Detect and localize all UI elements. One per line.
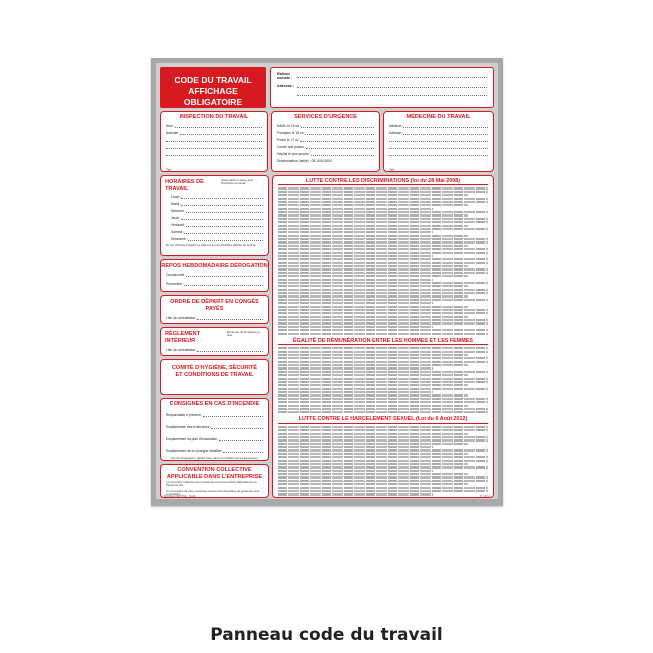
chsct-box <box>160 359 269 395</box>
fine-print-line <box>278 449 488 451</box>
fine-print-line <box>278 211 488 213</box>
labor-code-poster <box>151 58 503 506</box>
repos-title: REPOS HEBDOMADAIRE DÉROGATION <box>161 263 268 269</box>
fine-print-line <box>278 347 488 349</box>
fine-print-line <box>278 436 488 438</box>
fine-print-line <box>278 221 488 223</box>
fine-print-line <box>278 361 488 363</box>
fine-print-line <box>278 429 488 431</box>
fine-print-line <box>278 374 468 376</box>
urgence-line-hopital: Hôpital le plus proche : <box>277 151 311 156</box>
fine-print-line <box>278 252 488 254</box>
repos-box <box>160 259 269 292</box>
day-mardi: Mardi : <box>171 202 182 207</box>
fine-print-line <box>278 312 488 314</box>
fine-print-line <box>278 354 468 356</box>
fine-print-line <box>278 326 433 328</box>
section-harcelement-text <box>273 426 493 498</box>
horaires-box <box>160 175 269 256</box>
fine-print-line <box>278 405 468 407</box>
day-vendredi: Vendredi : <box>171 223 186 228</box>
inspection-tel-label: Tél : <box>166 167 173 172</box>
convention-title-line2: APPLICABLE DANS L'ENTREPRISE <box>166 473 263 480</box>
fine-print-line <box>278 201 488 203</box>
incendie-responsable: Responsable à prévenir : <box>166 412 203 417</box>
section-egalite-title: ÉGALITÉ DE RÉMUNÉRATION ENTRE LES HOMMES ET LES FEMMES <box>278 338 488 345</box>
fine-print-line <box>278 408 488 410</box>
poster-title-block <box>160 67 266 108</box>
section-harcelement-title: LUTTE CONTRE LE HARCELEMENT SEXUEL (Loi du 6 Août 2012) <box>278 416 488 423</box>
fine-print-line <box>278 381 488 383</box>
raison-sociale-label: Raison sociale : <box>277 72 293 80</box>
urgence-line-pompiers: Pompiers le 18 ou : <box>277 130 306 135</box>
inspection-adresse-label: Adresse : <box>166 130 180 135</box>
urgence-box <box>271 111 380 172</box>
product-caption: Panneau code du travail <box>210 625 443 645</box>
section-egalite-text <box>273 347 493 413</box>
fine-print-line <box>278 364 468 366</box>
company-info-box <box>270 67 494 108</box>
incendie-consigne: Emplacement de la consigne détaillée : <box>166 448 224 453</box>
fine-print-line <box>278 463 468 465</box>
incendie-box <box>160 398 269 461</box>
fine-print-line <box>278 453 468 455</box>
section-discriminations-text <box>273 187 493 334</box>
section-discriminations-title: LUTTE CONTRE LES DISCRIMINATIONS (loi du 28 Mai 2008) <box>278 178 488 185</box>
fine-print-line <box>278 262 488 264</box>
horaires-title: HORAIRES DE TRAVAIL <box>165 179 204 192</box>
convention-title-line1: CONVENTION COLLECTIVE <box>177 467 252 473</box>
incendie-extincteurs: Emplacement des extincteurs : <box>166 424 212 429</box>
inspection-title: INSPECTION DU TRAVAIL <box>179 114 249 120</box>
fine-print-line <box>278 306 468 308</box>
fine-print-line <box>278 245 468 247</box>
repos-occasionnel-label: Occasionnel : <box>166 272 186 277</box>
poster-footer-right: AT 10-12 <box>479 495 490 498</box>
horaires-note: (Copie datée et signée pour l'inspection du travail) <box>221 179 254 186</box>
fine-print-line <box>278 329 488 331</box>
reglement-box <box>160 327 269 356</box>
conges-box <box>160 295 269 324</box>
fine-print-line <box>278 333 488 335</box>
reglement-note: Entreprise de 20 salariés et plus <box>227 331 260 338</box>
day-jeudi: Jeudi : <box>171 216 181 221</box>
fine-print-line <box>278 275 468 277</box>
fine-print-line <box>278 265 468 267</box>
incendie-title: CONSIGNES EN CAS D'INCENDIE <box>169 401 260 407</box>
fine-print-line <box>278 476 488 478</box>
fine-print-line <box>278 258 488 260</box>
fine-print-line <box>278 357 488 359</box>
fine-print-line <box>278 289 488 291</box>
urgence-title: SERVICES D'URGENCE <box>293 114 358 120</box>
fine-print-line <box>278 204 468 206</box>
fine-print-line <box>278 497 488 498</box>
inspection-box <box>160 111 268 172</box>
fine-print-line <box>278 208 433 210</box>
fine-print-line <box>278 228 488 230</box>
reglement-title: RÈGLEMENT INTÉRIEUR <box>165 331 201 344</box>
urgence-line-samu: SAMU le 15 ou : <box>277 123 302 128</box>
fine-print-line <box>278 241 488 243</box>
fine-print-line <box>278 319 488 321</box>
fine-print-line <box>278 401 488 403</box>
fine-print-line <box>278 187 488 189</box>
fine-print-line <box>278 351 488 353</box>
chsct-title-line1: COMITÉ D'HYGIÈNE, SÉCURITÉ <box>171 365 258 371</box>
fine-print-line <box>278 214 468 216</box>
reglement-lieu-label: Lieu de consultation : <box>166 348 198 353</box>
fine-print-line <box>278 282 488 284</box>
fine-print-line <box>278 443 468 445</box>
day-mercredi: Mercredi : <box>171 209 186 214</box>
medecine-title: MÉDECINE DU TRAVAIL <box>406 114 471 120</box>
convention-box <box>160 464 269 498</box>
fine-print-line <box>278 268 488 270</box>
convention-text2: Un exemplaire de cette convention est tenu à la disposition du personnel, pour consultation : <box>166 489 260 496</box>
fine-print-line <box>278 433 468 435</box>
fine-print-line <box>278 473 468 475</box>
medecine-medecin-label: Médecin : <box>389 123 404 128</box>
poster-title-line1: CODE DU TRAVAIL <box>174 75 252 85</box>
fine-print-line <box>278 299 488 301</box>
fine-print-line <box>278 426 488 428</box>
fine-print-line <box>278 398 488 400</box>
day-samedi: Samedi : <box>171 230 185 235</box>
fine-print-line <box>278 493 433 495</box>
fine-print-line <box>278 391 433 393</box>
conges-title: ORDRE DE DÉPART EN CONGÉS PAYÉS <box>170 299 259 312</box>
fine-print-line <box>278 411 488 413</box>
poster-title-line2: AFFICHAGE OBLIGATOIRE <box>183 86 243 107</box>
fine-print-line <box>278 191 488 193</box>
urgence-line-halde: Discrimination (halde) : 08 1000 5000 <box>277 158 332 163</box>
poster-frame <box>156 63 498 499</box>
fine-print-line <box>278 460 488 462</box>
fine-print-line <box>278 456 488 458</box>
fine-print-line <box>278 470 433 472</box>
fine-print-line <box>278 231 433 233</box>
fine-print-line <box>278 198 488 200</box>
medecine-adresse-label: Adresse : <box>389 130 403 135</box>
fine-print-line <box>278 487 488 489</box>
fine-print-line <box>278 272 488 274</box>
chsct-title-line2: ET CONDITIONS DE TRAVAIL <box>175 371 254 378</box>
incendie-footer: En cas d'évacuation, gardez votre calme et n'utilisez pas les ascenseurs <box>171 456 258 460</box>
urgence-line-antipoison: Centre anti-poison : <box>277 144 306 149</box>
conges-lieu-label: Lieu de consultation : <box>166 316 198 321</box>
fine-print-line <box>278 279 433 281</box>
fine-print-line <box>278 255 433 257</box>
fine-print-line <box>278 218 488 220</box>
medecine-tel-label: Tél : <box>389 167 396 172</box>
incendie-plan: Emplacement du plan d'évacuation : <box>166 436 220 441</box>
medecine-box <box>383 111 494 172</box>
fine-print-line <box>278 238 488 240</box>
urgence-line-police: Police le 17 ou : <box>277 137 301 142</box>
fine-print-line <box>278 480 488 482</box>
fine-print-line <box>278 225 468 227</box>
fine-print-line <box>278 388 488 390</box>
fine-print-line <box>278 483 468 485</box>
fine-print-line <box>278 248 488 250</box>
fine-print-line <box>278 322 488 324</box>
inspection-nom-label: Nom : <box>166 123 175 128</box>
poster-footer-left: MODELE DÉPOSÉ - SG2D <box>164 495 196 498</box>
fine-print-line <box>278 446 433 448</box>
fine-print-line <box>278 316 468 318</box>
fine-print-line <box>278 367 433 369</box>
fine-print-line <box>278 295 468 297</box>
fine-print-line <box>278 285 468 287</box>
fine-print-line <box>278 490 488 492</box>
fine-print-line <box>278 394 468 396</box>
fine-print-line <box>278 194 468 196</box>
adresse-label: Adresse : <box>277 84 295 88</box>
convention-text1: La convention collective dont l'entreprise est la Convention Nationale pour le Personnel des <box>166 481 257 488</box>
fine-print-line <box>278 439 488 441</box>
fine-print-line <box>278 309 488 311</box>
fine-print-line <box>278 466 488 468</box>
day-lundi: Lundi : <box>171 195 181 200</box>
fine-print-line <box>278 235 468 237</box>
fine-print-line <box>278 371 488 373</box>
horaires-footer: En cas d'horaire irrégulier se référer à la note d'horaires affichée en annexe <box>166 244 256 248</box>
legal-text-box <box>272 175 494 498</box>
fine-print-line <box>278 302 433 304</box>
fine-print-line <box>278 292 488 294</box>
fine-print-line <box>278 378 488 380</box>
day-dimanche: Dimanche : <box>171 237 188 242</box>
fine-print-line <box>278 384 468 386</box>
repos-permanent-label: Permanent : <box>166 281 184 286</box>
